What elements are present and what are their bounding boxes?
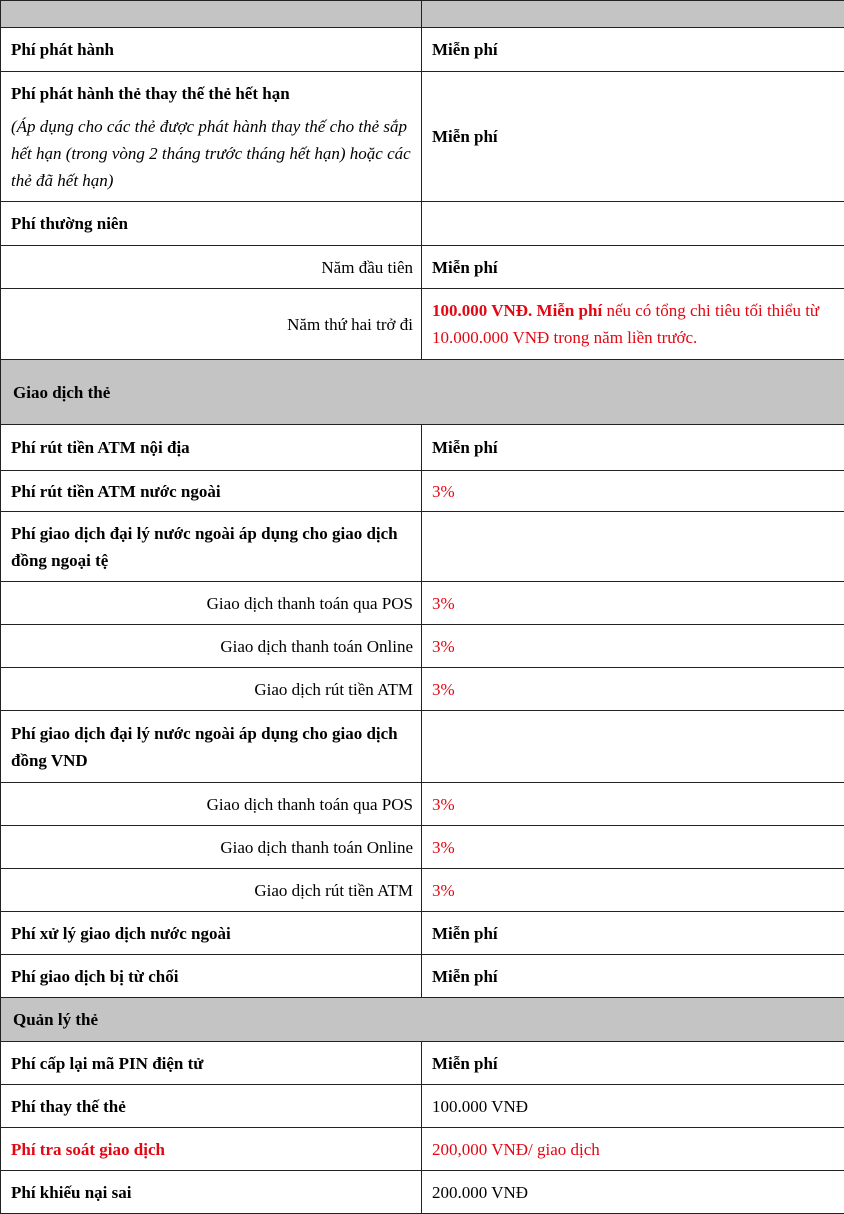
table-row	[1, 1085, 844, 1128]
table-row	[1, 512, 844, 582]
annual-fee-label: Phí thường niên	[1, 202, 422, 246]
table-row	[1, 1042, 844, 1085]
pin-reissue-value: Miễn phí	[422, 1042, 844, 1085]
investigation-label: Phí tra soát giao dịch	[1, 1128, 422, 1171]
table-row	[1, 912, 844, 955]
section-row	[1, 360, 844, 425]
false-claim-label: Phí khiếu nại sai	[1, 1171, 422, 1214]
table-row	[1, 582, 844, 625]
foreign-currency-value	[422, 512, 844, 582]
vnd-online-value: 3%	[422, 826, 844, 869]
second-year-value-bold: 100.000 VNĐ. Miễn phí	[432, 301, 602, 320]
first-year-value: Miễn phí	[422, 246, 844, 289]
second-year-value-rest: nếu có tổng chi tiêu tối thiểu từ 10.000.000 VNĐ trong năm liền trước.	[432, 301, 819, 347]
false-claim-value: 200.000 VNĐ	[422, 1171, 844, 1214]
atm-domestic-label: Phí rút tiền ATM nội địa	[1, 425, 422, 471]
section-row	[1, 998, 844, 1042]
vnd-pos-value: 3%	[422, 783, 844, 826]
table-row	[1, 783, 844, 826]
table-row	[1, 869, 844, 912]
table-row	[1, 202, 844, 246]
second-year-label: Năm thứ hai trở đi	[1, 289, 422, 360]
replacement-issue-label: Phí phát hành thẻ thay thế thẻ hết hạn	[11, 84, 290, 103]
fc-online-value: 3%	[422, 625, 844, 668]
issue-fee-label: Phí phát hành	[1, 28, 422, 72]
second-year-value	[422, 289, 844, 360]
table-row	[1, 668, 844, 711]
replacement-issue-cell	[1, 72, 422, 202]
table-row	[1, 246, 844, 289]
atm-foreign-label: Phí rút tiền ATM nước ngoài	[1, 471, 422, 512]
fc-pos-value: 3%	[422, 582, 844, 625]
annual-fee-value	[422, 202, 844, 246]
card-replacement-label: Phí thay thế thẻ	[1, 1085, 422, 1128]
table-row	[1, 826, 844, 869]
atm-foreign-value: 3%	[422, 471, 844, 512]
replacement-issue-note: (Áp dụng cho các thẻ được phát hành thay thế cho thẻ sắp hết hạn (trong vòng 2 tháng trước tháng hết hạn) hoặc các thẻ đã hết hạn)	[11, 113, 413, 194]
header-cell-right	[422, 1, 844, 28]
pin-reissue-label: Phí cấp lại mã PIN điện tử	[1, 1042, 422, 1085]
table-row	[1, 28, 844, 72]
foreign-processing-value: Miễn phí	[422, 912, 844, 955]
vnd-online-label: Giao dịch thanh toán Online	[1, 826, 422, 869]
table-row	[1, 471, 844, 512]
atm-domestic-value: Miễn phí	[422, 425, 844, 471]
table-row	[1, 625, 844, 668]
table-header-row	[1, 1, 844, 28]
fc-atm-value: 3%	[422, 668, 844, 711]
investigation-value: 200,000 VNĐ/ giao dịch	[422, 1128, 844, 1171]
declined-value: Miễn phí	[422, 955, 844, 998]
vnd-pos-label: Giao dịch thanh toán qua POS	[1, 783, 422, 826]
replacement-issue-value: Miễn phí	[422, 72, 844, 202]
fc-online-label: Giao dịch thanh toán Online	[1, 625, 422, 668]
section-title-transactions: Giao dịch thẻ	[1, 360, 844, 425]
vnd-atm-value: 3%	[422, 869, 844, 912]
vnd-atm-label: Giao dịch rút tiền ATM	[1, 869, 422, 912]
table-row	[1, 1171, 844, 1214]
table-row	[1, 711, 844, 783]
table-row	[1, 955, 844, 998]
vnd-value	[422, 711, 844, 783]
foreign-currency-label: Phí giao dịch đại lý nước ngoài áp dụng cho giao dịch đồng ngoại tệ	[1, 512, 422, 582]
header-cell-left	[1, 1, 422, 28]
issue-fee-value: Miễn phí	[422, 28, 844, 72]
fc-atm-label: Giao dịch rút tiền ATM	[1, 668, 422, 711]
first-year-label: Năm đầu tiên	[1, 246, 422, 289]
section-title-management: Quản lý thẻ	[1, 998, 844, 1042]
declined-label: Phí giao dịch bị từ chối	[1, 955, 422, 998]
table-row	[1, 1128, 844, 1171]
table-row	[1, 289, 844, 360]
table-row	[1, 72, 844, 202]
foreign-processing-label: Phí xử lý giao dịch nước ngoài	[1, 912, 422, 955]
fc-pos-label: Giao dịch thanh toán qua POS	[1, 582, 422, 625]
table-row	[1, 425, 844, 471]
vnd-label: Phí giao dịch đại lý nước ngoài áp dụng cho giao dịch đồng VND	[1, 711, 422, 783]
card-replacement-value: 100.000 VNĐ	[422, 1085, 844, 1128]
